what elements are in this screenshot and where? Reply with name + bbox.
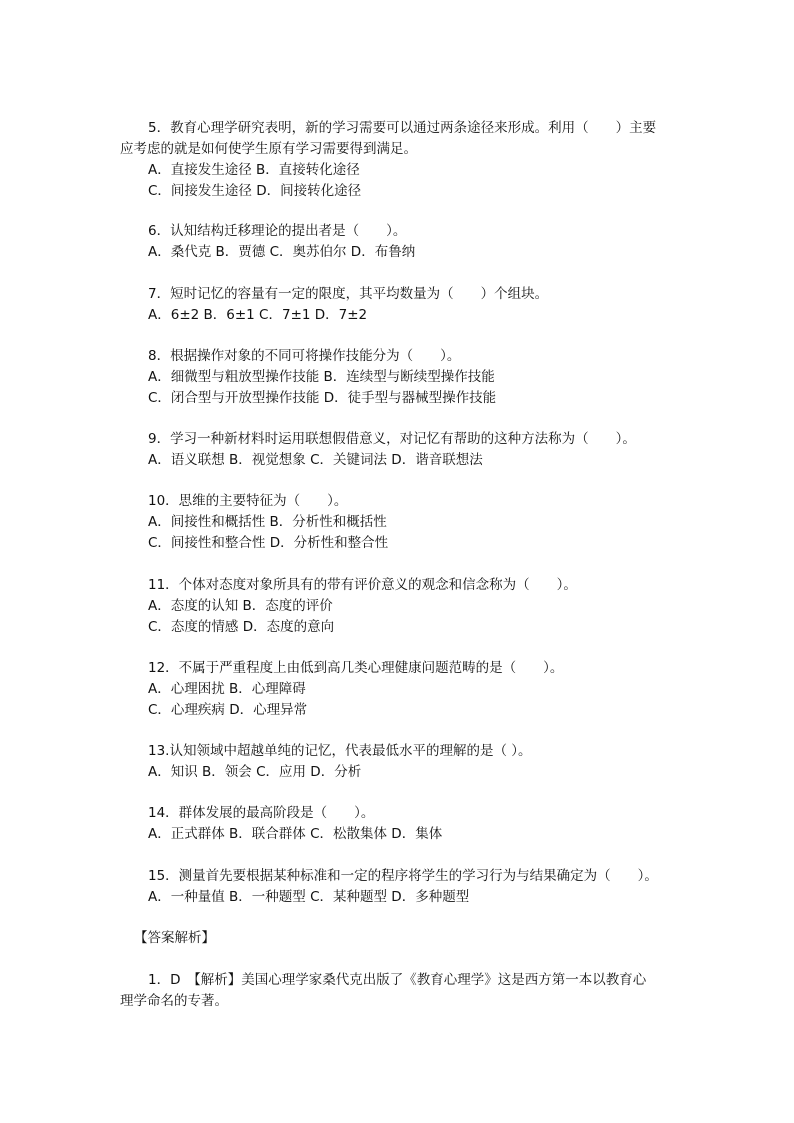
question-6	[120, 221, 680, 263]
question-option: C．间接发生途径 D．间接转化途径	[148, 183, 362, 199]
question-10	[120, 491, 680, 554]
question-option: A．间接性和概括性 B．分析性和概括性	[148, 514, 387, 530]
question-9	[120, 429, 680, 471]
question-option: A．6±2 B．6±1 C．7±1 D．7±2	[148, 307, 368, 323]
question-stem: 15．测量首先要根据某种标准和一定的程序将学生的学习行为与结果确定为（ ）。	[148, 868, 658, 884]
question-11	[120, 575, 680, 638]
question-option: A．语义联想 B．视觉想象 C．关键词法 D．谐音联想法	[148, 452, 483, 468]
question-stem-continued: 应考虑的就是如何使学生原有学习需要得到满足。	[120, 141, 417, 157]
question-option: A．知识 B．领会 C．应用 D．分析	[148, 764, 362, 780]
question-stem: 7．短时记忆的容量有一定的限度，其平均数量为（ ）个组块。	[148, 286, 549, 302]
question-stem: 14．群体发展的最高阶段是（ ）。	[148, 805, 375, 821]
question-stem: 5．教育心理学研究表明，新的学习需要可以通过两条途径来形成。利用（ ）主要	[148, 120, 657, 136]
question-option: A．态度的认知 B．态度的评价	[148, 598, 333, 614]
question-stem: 12．不属于严重程度上由低到高几类心理健康问题范畴的是（ ）。	[148, 660, 564, 676]
question-12	[120, 658, 680, 721]
question-option: A．一种量值 B．一种题型 C．某种题型 D．多种题型	[148, 889, 470, 905]
question-option: A．直接发生途径 B．直接转化途径	[148, 162, 360, 178]
question-stem: 9．学习一种新材料时运用联想假借意义，对记忆有帮助的这种方法称为（ ）。	[148, 431, 636, 447]
question-option: C．心理疾病 D．心理异常	[148, 702, 308, 718]
question-stem: 6．认知结构迁移理论的提出者是（ ）。	[148, 223, 407, 239]
question-8	[120, 346, 680, 409]
question-option: A．心理困扰 B．心理障碍	[148, 681, 306, 697]
question-stem: 10．思维的主要特征为（ ）。	[148, 493, 348, 509]
question-stem: 13.认知领域中超越单纯的记忆，代表最低水平的理解的是（ ）。	[148, 743, 532, 759]
question-option: A．桑代克 B．贾德 C．奥苏伯尔 D．布鲁纳	[148, 244, 416, 260]
question-stem: 11．个体对态度对象所具有的带有评价意义的观念和信念称为（ ）。	[148, 577, 577, 593]
question-option: C．间接性和整合性 D．分析性和整合性	[148, 535, 389, 551]
question-14	[120, 803, 680, 845]
question-5	[120, 118, 680, 202]
question-option: A．正式群体 B．联合群体 C．松散集体 D．集体	[148, 826, 443, 842]
question-option: C．闭合型与开放型操作技能 D．徒手型与器械型操作技能	[148, 390, 497, 406]
question-15	[120, 866, 680, 908]
question-option: C．态度的情感 D．态度的意向	[148, 619, 335, 635]
question-7	[120, 284, 680, 326]
answer-line-continued: 理学命名的专著。	[120, 993, 228, 1009]
answer-1	[120, 970, 680, 1012]
answer-line: 1．D 【解析】美国心理学家桑代克出版了《教育心理学》这是西方第一本以教育心	[148, 972, 647, 988]
question-stem: 8．根据操作对象的不同可将操作技能分为（ ）。	[148, 348, 461, 364]
question-option: A．细微型与粗放型操作技能 B．连续型与断续型操作技能	[148, 369, 495, 385]
question-13	[120, 741, 680, 783]
answer-section-title: 【答案解析】	[134, 930, 215, 946]
